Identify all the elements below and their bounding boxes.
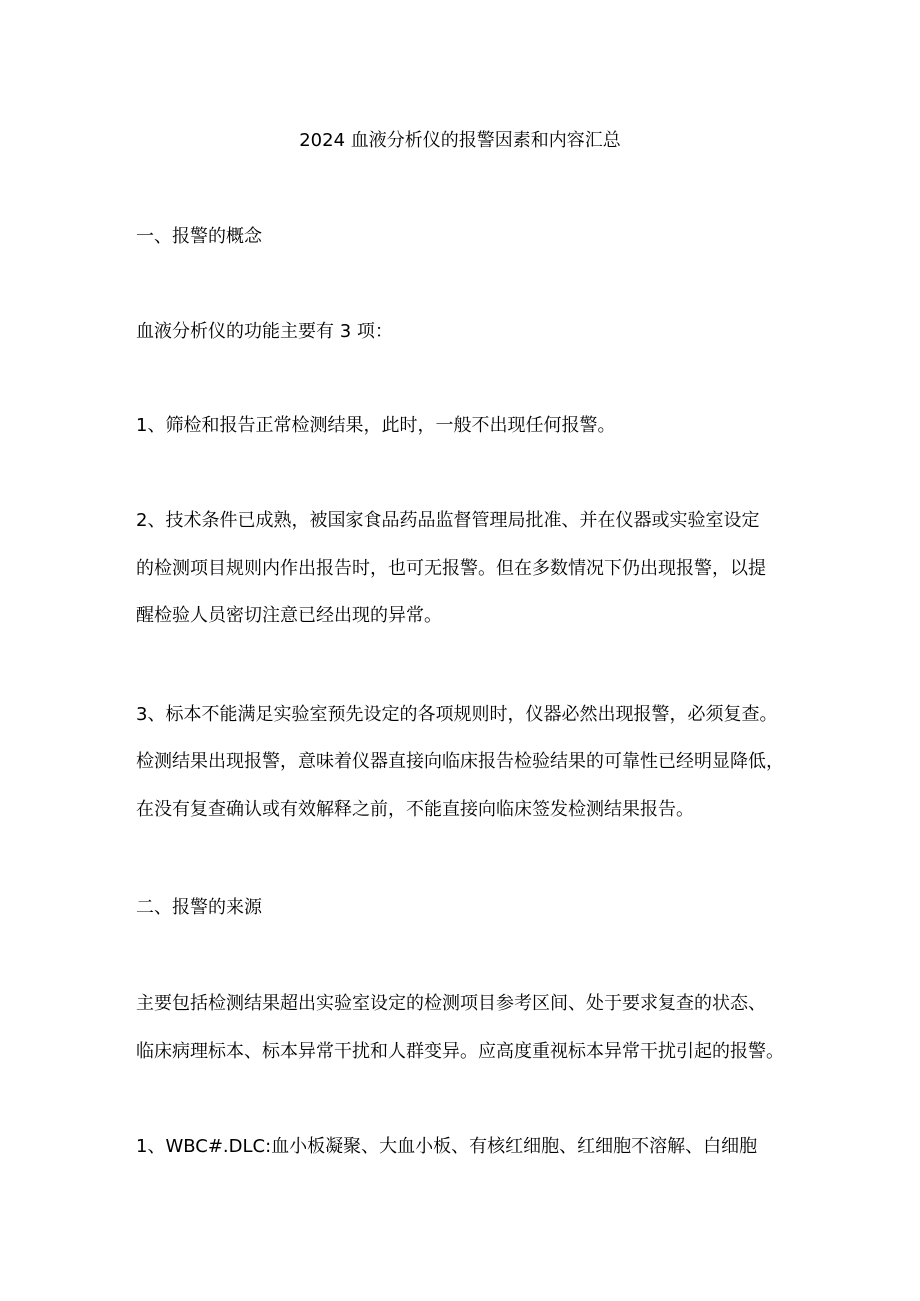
sources-paragraph-line-2: 临床病理标本、标本异常干扰和人群变异。应高度重视标本异常干扰引起的报警。 <box>136 1041 784 1062</box>
section-heading-sources: 二、报警的来源 <box>136 897 262 918</box>
document-title: 2024 血液分析仪的报警因素和内容汇总 <box>299 130 621 151</box>
list-item-2-line-1: 2、技术条件已成熟，被国家食品药品监督管理局批准、并在仪器或实验室设定 <box>136 510 760 531</box>
list-item-2-line-2: 的检测项目规则内作出报告时，也可无报警。但在多数情况下仍出现报警，以提 <box>136 558 766 579</box>
intro-paragraph: 血液分析仪的功能主要有 3 项： <box>136 321 393 342</box>
list-item-2-line-3: 醒检验人员密切注意已经出现的异常。 <box>136 605 442 626</box>
list-item-3-line-2: 检测结果出现报警，意味着仪器直接向临床报告检验结果的可靠性已经明显降低， <box>136 751 784 772</box>
list-item-1: 1、筛检和报告正常检测结果，此时，一般不出现任何报警。 <box>136 415 616 436</box>
list-item-3-line-3: 在没有复查确认或有效解释之前，不能直接向临床签发检测结果报告。 <box>136 799 694 820</box>
section-heading-concept: 一、报警的概念 <box>136 226 262 247</box>
list-item-3-line-1: 3、标本不能满足实验室预先设定的各项规则时，仪器必然出现报警，必须复查。 <box>136 704 778 725</box>
sources-paragraph-line-1: 主要包括检测结果超出实验室设定的检测项目参考区间、处于要求复查的状态、 <box>136 993 766 1014</box>
sources-list-item-1: 1、WBC#.DLC:血小板凝聚、大血小板、有核红细胞、红细胞不溶解、白细胞 <box>136 1136 758 1157</box>
